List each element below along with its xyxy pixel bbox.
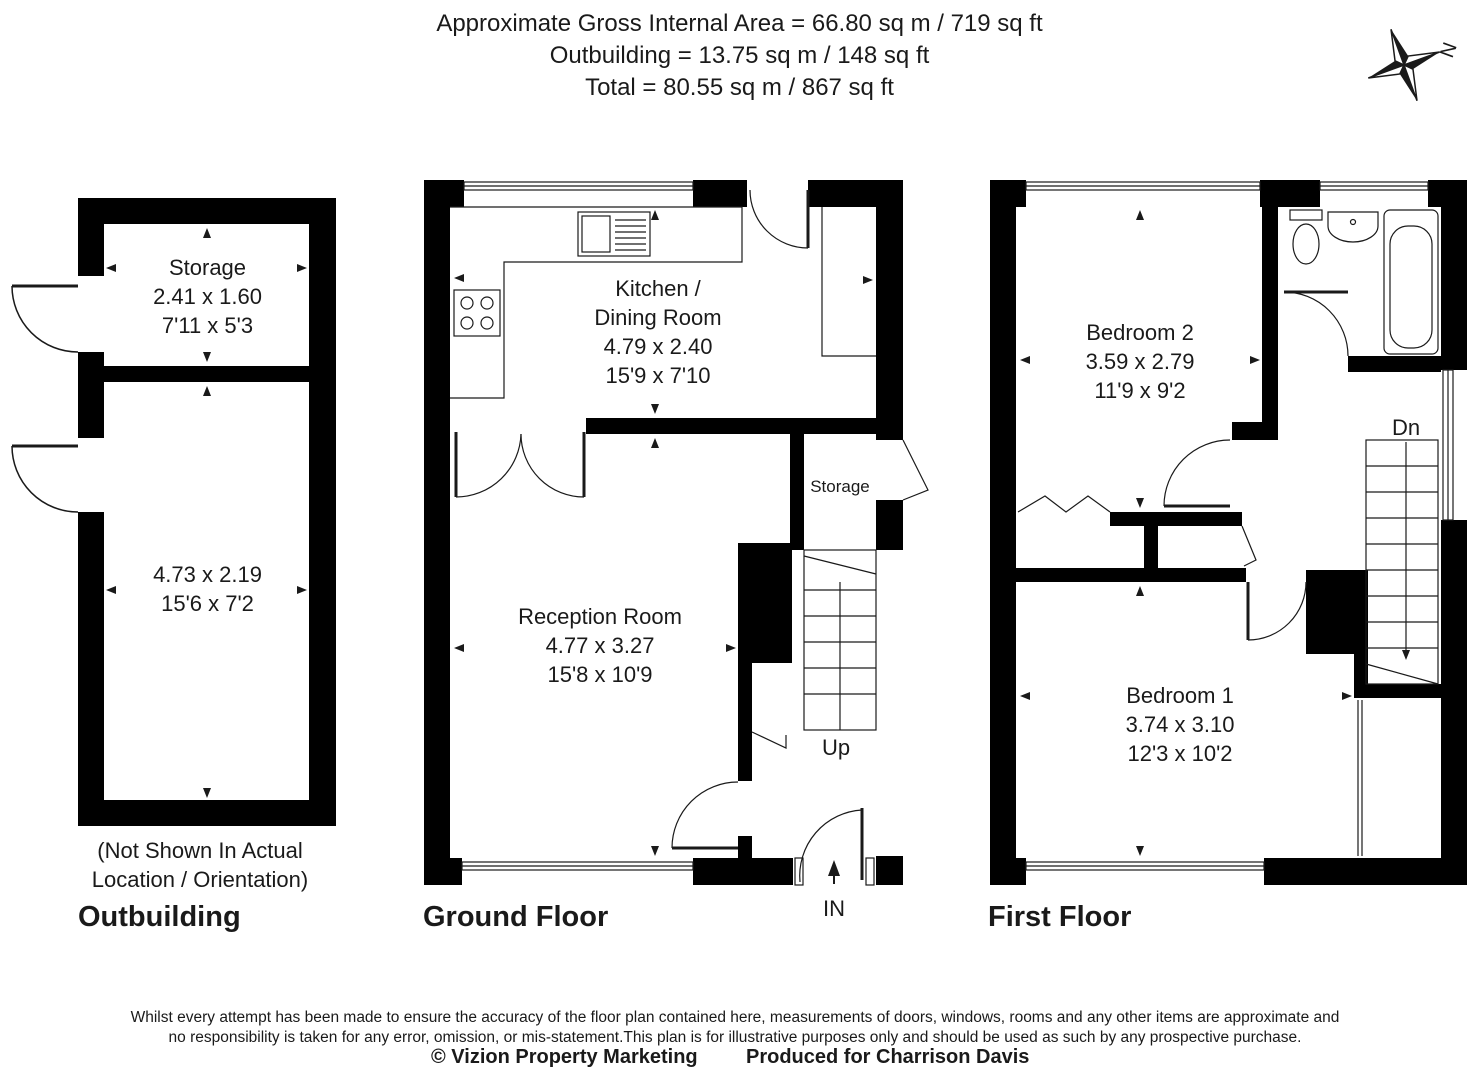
room-name: Storage (168, 255, 247, 280)
note-line: (Not Shown In Actual (97, 838, 303, 863)
reception-room-label (490, 602, 710, 689)
bedroom-1-label (1080, 681, 1280, 768)
room-imperial-size: 12'3 x 10'2 (1127, 741, 1233, 766)
first-floor-walls (990, 180, 1467, 885)
compass-rose (1355, 16, 1462, 113)
kitchen-dining-label (560, 274, 756, 390)
outbuilding-title: Outbuilding (78, 901, 241, 933)
room-metric-size: 4.73 x 2.19 (153, 562, 262, 587)
outbuilding-location-note (64, 836, 336, 894)
bedroom-2-label (1040, 318, 1240, 405)
room-metric-size: 2.41 x 1.60 (153, 284, 262, 309)
room-name: Dining Room (594, 305, 722, 330)
disclaimer-line-1: Whilst every attempt has been made to ensure the accuracy of the floor plan contained here, measurements of doors, windows, rooms and any other items are approximate and (130, 1009, 1340, 1026)
note-line: Location / Orientation) (91, 867, 309, 892)
room-name: Bedroom 2 (1086, 320, 1194, 345)
room-imperial-size: 15'9 x 7'10 (605, 363, 711, 388)
ground-floor-title: Ground Floor (423, 901, 609, 933)
room-metric-size: 4.77 x 3.27 (545, 633, 655, 658)
room-metric-size: 3.59 x 2.79 (1085, 349, 1195, 374)
room-imperial-size: 15'8 x 10'9 (547, 662, 653, 687)
stairs-down-label: Dn (1391, 415, 1421, 440)
copyright-credit: © Vizion Property Marketing (431, 1046, 698, 1068)
room-imperial-size: 7'11 x 5'3 (161, 313, 254, 338)
entrance-label: IN (823, 896, 845, 921)
stairs-up-label: Up (821, 735, 851, 760)
produced-for-credit: Produced for Charrison Davis (746, 1046, 1030, 1068)
north-label: N (1436, 39, 1462, 61)
disclaimer-line-2: no responsibility is taken for any error, omission, or mis-statement.This plan is for illustrative purposes only and should be used as such by any prospective purchase. (168, 1029, 1302, 1046)
room-imperial-size: 11'9 x 9'2 (1094, 378, 1186, 403)
outbuilding-storage-label (106, 253, 309, 340)
ground-storage-label: Storage (810, 477, 870, 496)
first-floor-title: First Floor (988, 901, 1132, 933)
room-name: Bedroom 1 (1126, 683, 1234, 708)
room-name: Kitchen / (615, 276, 701, 301)
outbuilding-area-line: Outbuilding = 13.75 sq m / 148 sq ft (549, 42, 930, 69)
room-metric-size: 3.74 x 3.10 (1125, 712, 1235, 737)
outbuilding-main-label (106, 560, 309, 618)
room-name: Reception Room (518, 604, 682, 629)
room-imperial-size: 15'6 x 7'2 (161, 591, 254, 616)
outbuilding-doors (12, 286, 78, 512)
room-metric-size: 4.79 x 2.40 (603, 334, 713, 359)
total-area-line: Total = 80.55 sq m / 867 sq ft (585, 74, 894, 101)
gross-area-line: Approximate Gross Internal Area = 66.80 sq m / 719 sq ft (436, 10, 1043, 37)
north-arrow-icon (1355, 16, 1452, 113)
